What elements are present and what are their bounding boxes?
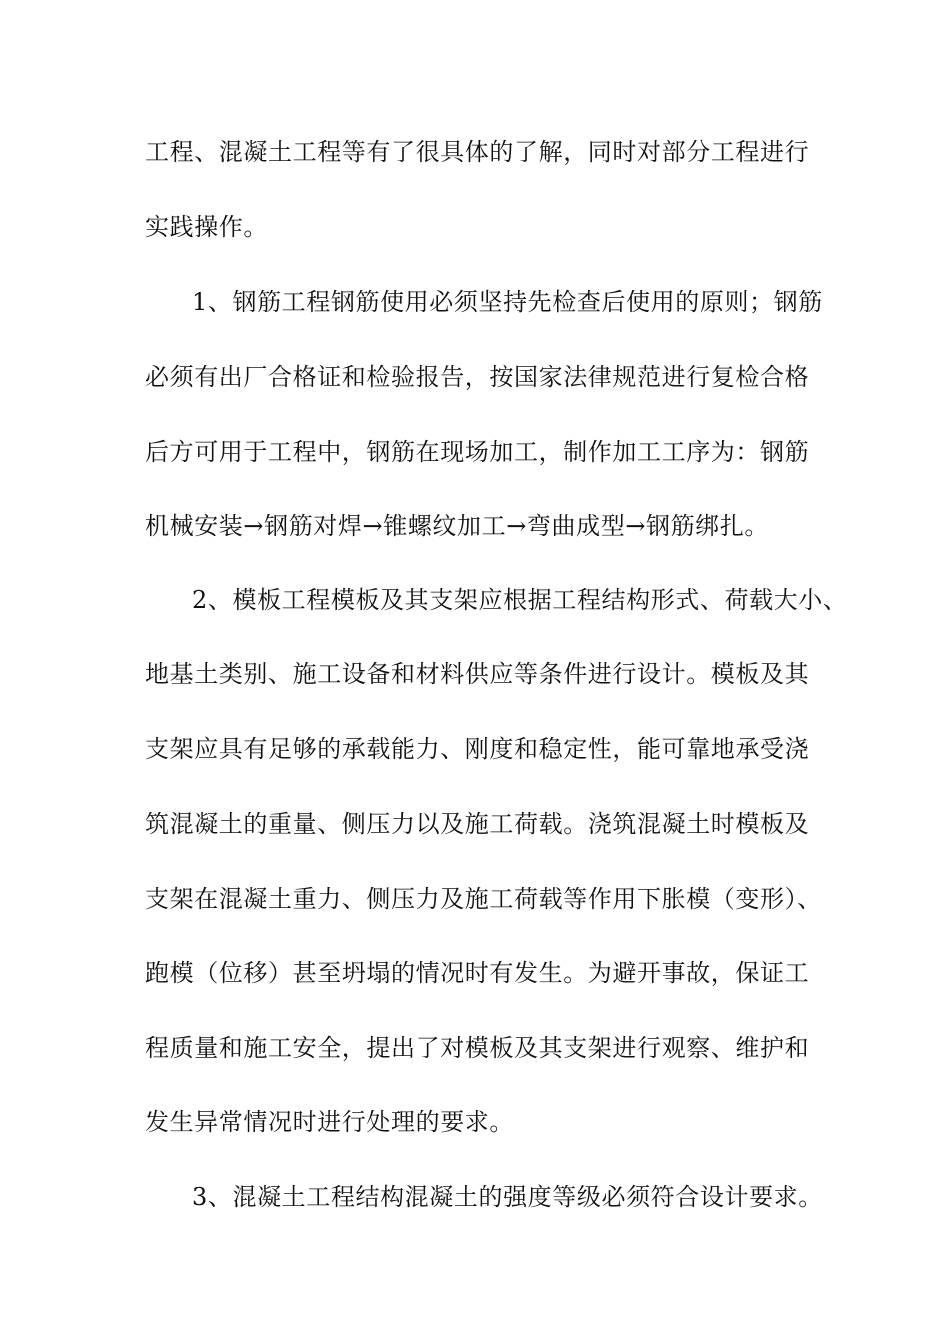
text-line: 跑模（位移）甚至坍塌的情况时有发生。为避开事故，保证工 — [145, 959, 810, 987]
paragraph-2-first-line: 2、模板工程模板及其支架应根据工程结构形式、荷载大小、 — [192, 586, 848, 614]
paragraph-1-first-line: 1、钢筋工程钢筋使用必须坚持先检查后使用的原则；钢筋 — [192, 288, 823, 316]
text-line: 发生异常情况时进行处理的要求。 — [145, 1108, 514, 1136]
text-line: 必须有出厂合格证和检验报告，按国家法律规范进行复检合格 — [145, 363, 810, 391]
text-line: 工程、混凝土工程等有了很具体的了解，同时对部分工程进行 — [145, 138, 810, 166]
text-line: 程质量和施工安全，提出了对模板及其支架进行观察、维护和 — [145, 1034, 810, 1062]
text-line: 地基土类别、施工设备和材料供应等条件进行设计。模板及其 — [145, 660, 810, 688]
paragraph-3-first-line: 3、混凝土工程结构混凝土的强度等级必须符合设计要求。 — [192, 1183, 823, 1211]
text-line: 后方可用于工程中，钢筋在现场加工，制作加工工序为：钢筋 — [145, 438, 810, 466]
text-line: 筑混凝土的重量、侧压力以及施工荷载。浇筑混凝土时模板及 — [145, 810, 810, 838]
text-line: 机械安装→钢筋对焊→锥螺纹加工→弯曲成型→钢筋绑扎。 — [145, 512, 770, 540]
text-line: 实践操作。 — [145, 213, 268, 241]
text-line: 支架在混凝土重力、侧压力及施工荷载等作用下胀模（变形）、 — [145, 885, 822, 913]
text-line: 支架应具有足够的承载能力、刚度和稳定性，能可靠地承受浇 — [145, 735, 810, 763]
